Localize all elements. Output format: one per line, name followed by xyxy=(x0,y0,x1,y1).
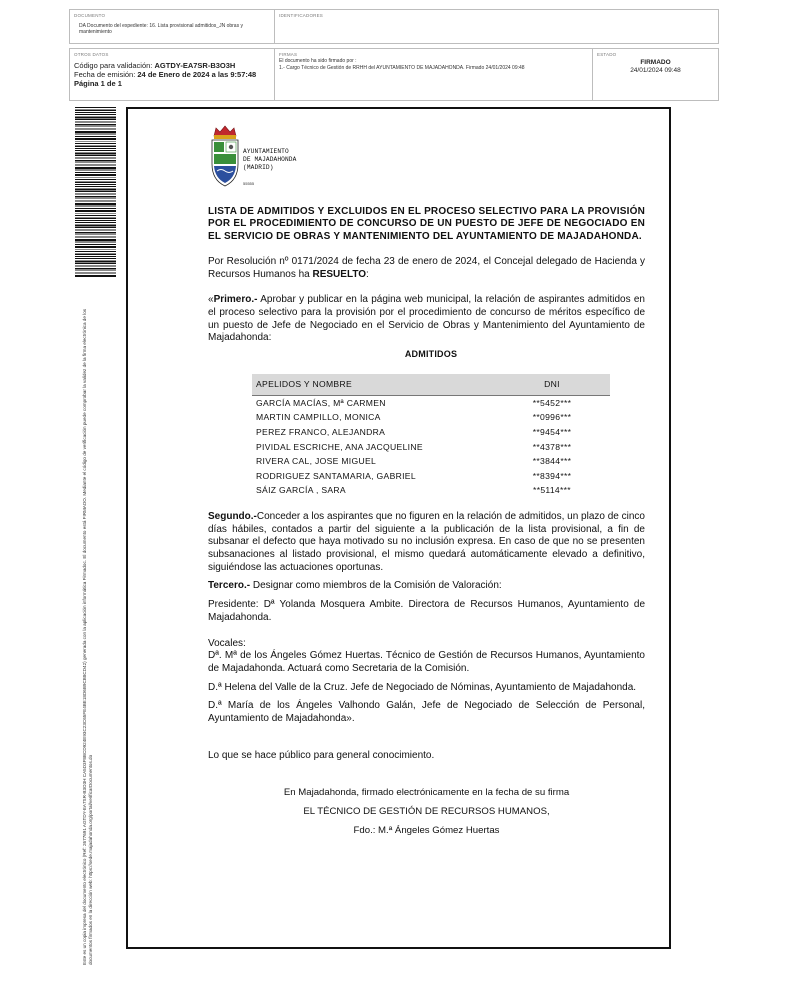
row-dni: **5114*** xyxy=(533,485,571,496)
intro-paragraph xyxy=(208,256,645,281)
document-title: LISTA DE ADMITIDOS Y EXCLUIDOS EN EL PROCESO SELECTIVO PARA LA PROVISIÓN POR EL PROCEDIMIENTO DE CONCURSO DE UN PUESTO DE JEFE DE NEGOCIADO EN EL SERVICIO DE OBRAS Y MANTENIMIENTO DEL AYUNTAMIENTO DE MAJADAHONDA. xyxy=(208,206,645,242)
closing-paragraph: Lo que se hace público para general conocimiento. xyxy=(208,749,435,761)
primero-paragraph xyxy=(208,294,645,345)
row-dni: **3844*** xyxy=(532,456,572,467)
admitidos-title: ADMITIDOS xyxy=(404,349,458,360)
intro-text: Por Resolución nº 0171/2024 de fecha 23 de enero de 2024, el Concejal delegado de Hacienda y Recursos Humanos ha xyxy=(208,255,645,280)
pagina: Página 1 de 1 xyxy=(74,79,122,88)
row-name: MARTIN CAMPILLO, MONICA xyxy=(256,412,381,423)
document-content xyxy=(208,206,645,840)
table-row xyxy=(252,454,610,469)
otros-datos-cell xyxy=(70,49,275,100)
logo-small-code: 55555 xyxy=(243,181,255,186)
row-dni: **4378*** xyxy=(532,441,572,452)
document-page xyxy=(126,107,671,949)
row-name: SÁIZ GARCÍA , SARA xyxy=(256,485,346,496)
col-dni-header: DNI xyxy=(494,374,610,396)
otros-datos-label: OTROS DATOS xyxy=(74,52,109,57)
segundo-label: Segundo.- xyxy=(208,510,257,522)
header-row-datos xyxy=(69,48,719,101)
signature-line2: EL TÉCNICO DE GESTIÓN DE RECURSOS HUMANOS, xyxy=(303,805,550,817)
row-dni: **5452*** xyxy=(494,395,610,410)
header-row-documento xyxy=(69,9,719,44)
tercero-paragraph xyxy=(208,580,645,593)
table-row xyxy=(252,469,610,484)
row-dni: **8394*** xyxy=(532,470,572,481)
row-name: GARCÍA MACÍAS, Mª CARMEN xyxy=(252,395,494,410)
coat-of-arms-logo xyxy=(208,124,242,188)
admitidos-table xyxy=(252,374,610,498)
vocales-label: Vocales: xyxy=(208,637,246,649)
table-row xyxy=(252,395,610,410)
table-row xyxy=(252,483,610,498)
intro-bold: RESUELTO xyxy=(312,268,367,280)
intro-end: : xyxy=(366,268,369,280)
signature-line3: Fdo.: M.ª Ángeles Gómez Huertas xyxy=(353,824,500,836)
primero-label: Primero.- xyxy=(213,294,258,306)
table-row xyxy=(252,410,610,425)
logo-line2: DE MAJADAHONDA xyxy=(243,156,297,164)
row-name: PIVIDAL ESCRICHE, ANA JACQUELINE xyxy=(256,441,423,452)
estado-value: FIRMADO xyxy=(640,59,671,66)
codigo-block xyxy=(74,61,256,88)
logo-line1: AYUNTAMIENTO xyxy=(243,148,289,155)
documento-cell xyxy=(70,10,275,43)
codigo-label: Código para validación: xyxy=(74,61,153,70)
estado-cell xyxy=(593,49,718,100)
row-name: PEREZ FRANCO, ALEJANDRA xyxy=(256,427,386,437)
documento-label: DOCUMENTO xyxy=(74,13,106,18)
identificadores-cell xyxy=(275,10,718,43)
admitidos-section xyxy=(252,348,610,498)
documento-value: DA Documento del expediente: 16. Lista provisional admitidos_JN obras y mantenimiento xyxy=(79,23,243,35)
logo-line3: (MADRID) xyxy=(243,164,274,172)
fecha-emision-value: 24 de Enero de 2024 a las 9:57:48 xyxy=(137,70,257,79)
vocal-2: D.ª Helena del Valle de la Cruz. Jefe de Negociado de Nóminas, Ayuntamiento de Majadahonda. xyxy=(208,681,637,693)
identificadores-label: IDENTIFICADORES xyxy=(279,13,324,18)
table-row xyxy=(252,425,610,440)
estado-label: ESTADO xyxy=(597,52,617,57)
firmas-block xyxy=(279,58,589,71)
segundo-text: Conceder a los aspirantes que no figuren en la relación de admitidos, un plazo de cinco días hábiles, contados a partir del siguiente a la publicación de la lista provisional, a fin de subsanar el defecto que haya motivado su no inclusión expresa. En caso de que no se presenten subsanaciones al listado provisional, el mismo quedará automáticamente elevado a definitivo, siguiéndose las actuaciones oportunas. xyxy=(208,510,645,573)
primero-open: « xyxy=(208,294,214,306)
tercero-label: Tercero.- xyxy=(208,580,251,592)
barcode xyxy=(75,107,116,277)
estado-block xyxy=(593,59,718,75)
verification-side-text: Este es un copia impresa del documento electrónico (Ref: 2677691 AGTDY-EA7SR-B3O3H CA5D3F8BCD924E93C23C65FE4BE18D6B9CB8CD42) generada con la aplicación informática Firmadoc. El documento está FIRMADO. Mediante el código de verificación puede comprobar la validez de la firma electrónica de los documentos firmados en la dirección web: https://sede.majadahonda.org/portal/verificarDocumentos.do xyxy=(82,308,93,965)
presidente-paragraph: Presidente: Dª Yolanda Mosquera Ambite. Directora de Recursos Humanos, Ayuntamiento de Majadahonda. xyxy=(208,599,645,623)
signature-line1: En Majadahonda, firmado electrónicamente en la fecha de su firma xyxy=(283,786,570,798)
table-row xyxy=(252,440,610,455)
row-dni: **0996*** xyxy=(532,412,572,423)
estado-fecha: 24/01/2024 09:48 xyxy=(630,67,681,74)
fecha-emision-label: Fecha de emisión: xyxy=(74,70,136,79)
logo-text xyxy=(243,148,296,173)
vocal-1: Dª. Mª de los Ángeles Gómez Huertas. Técnico de Gestión de Recursos Humanos, Ayuntamiento de Majadahonda. Actuará como Secretaria de la Comisión. xyxy=(208,650,645,674)
firmas-item: 1.- Cargo Técnico de Gestión de RRHH del AYUNTAMIENTO DE MAJADAHONDA. Firmado 24/01/2024 09:48 xyxy=(279,64,525,71)
signature-block xyxy=(208,783,645,840)
primero-text: Aprobar y publicar en la página web municipal, la relación de aspirantes admitidos en el proceso selectivo para la provisión por el procedimiento de concurso de méritos específico de un puesto de Jefe de Negociado en el Servicio de Obras y Mantenimiento del Ayuntamiento de Majadahonda: xyxy=(208,294,645,344)
codigo-value: AGTDY-EA7SR-B3O3H xyxy=(154,61,236,70)
firmas-cell xyxy=(275,49,593,100)
table-header-row xyxy=(252,374,610,396)
tercero-text: Designar como miembros de la Comisión de Valoración: xyxy=(250,580,502,592)
firmas-label: FIRMAS xyxy=(279,52,298,57)
segundo-paragraph xyxy=(208,511,645,575)
col-name-header: APELIDOS Y NOMBRE xyxy=(252,374,494,396)
row-name: RODRIGUEZ SANTAMARIA, GABRIEL xyxy=(256,470,416,481)
row-dni: **9454*** xyxy=(532,427,572,437)
firmas-text: El documento ha sido firmado por : xyxy=(279,58,357,64)
row-name: RIVERA CAL, JOSE MIGUEL xyxy=(256,456,377,467)
vocal-3: D.ª María de los Ángeles Valhondo Galán, Jefe de Negociado de Selección de Personal, Ayuntamiento de Majadahonda». xyxy=(208,700,645,725)
